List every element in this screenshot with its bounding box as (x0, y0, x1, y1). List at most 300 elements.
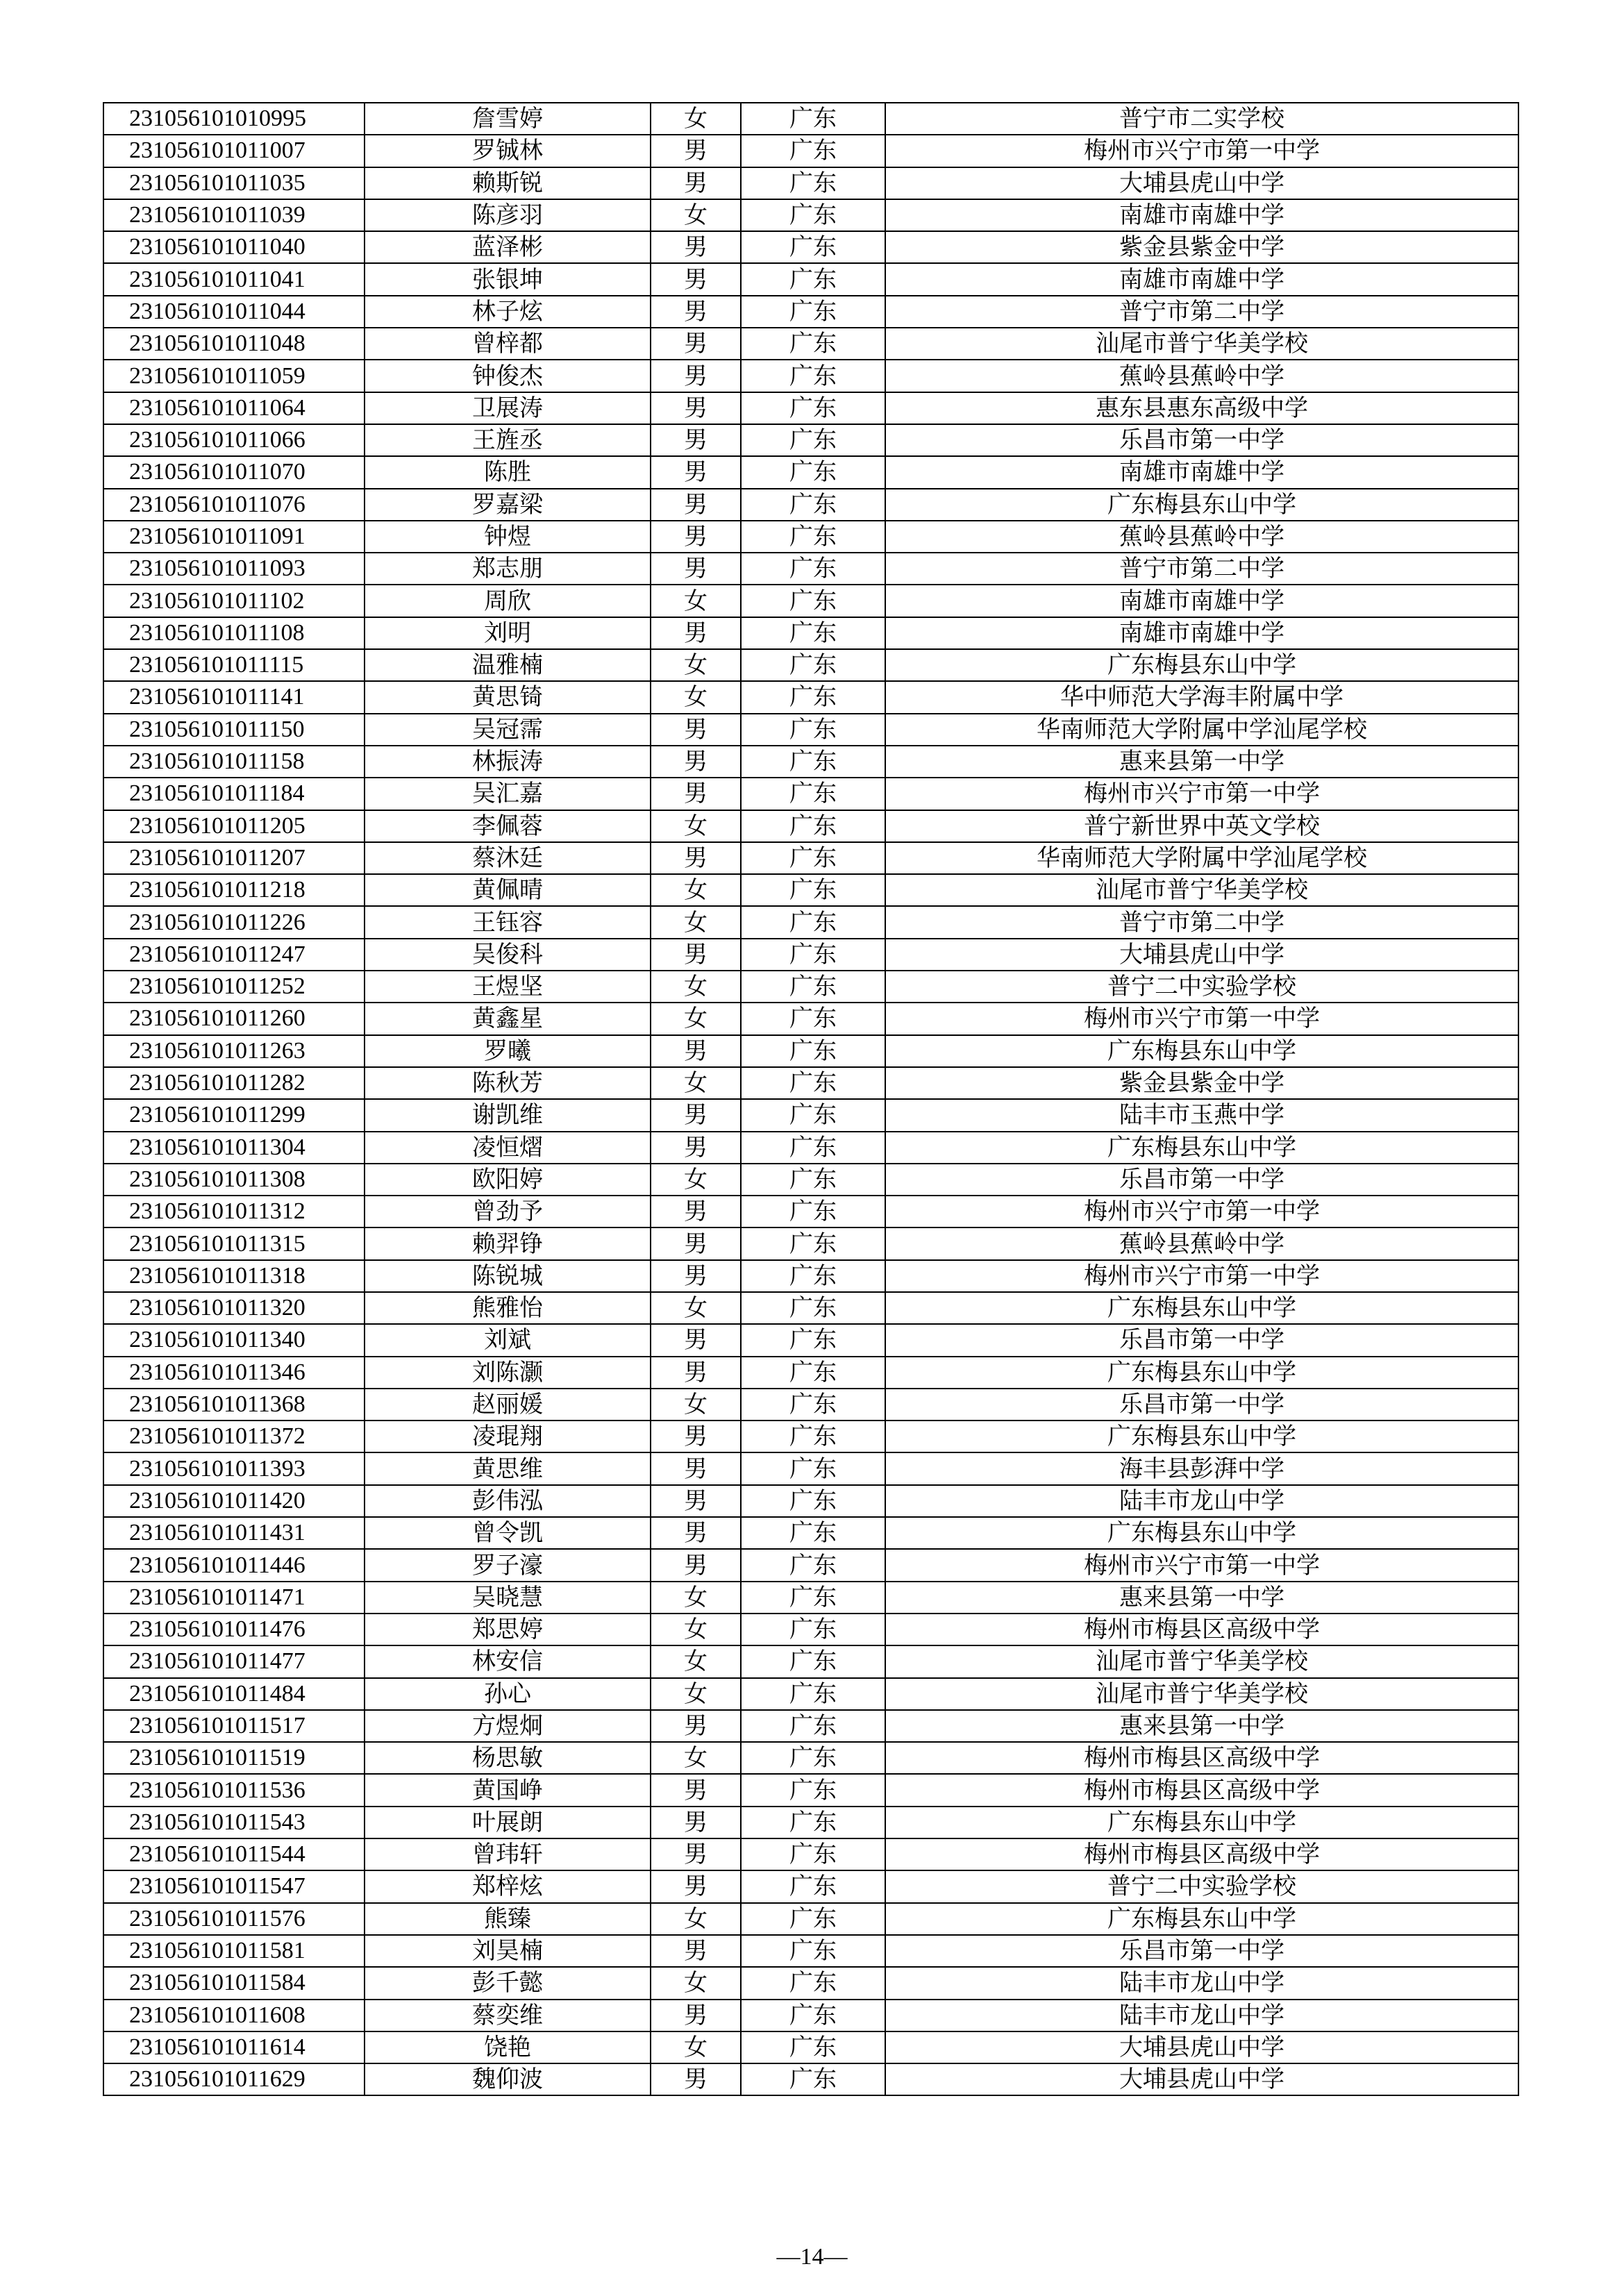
name-cell: 曾玮轩 (365, 1838, 651, 1870)
school-cell: 紫金县紫金中学 (885, 231, 1518, 263)
province-cell: 广东 (741, 360, 885, 392)
candidate-id-cell: 231056101011614 (103, 2031, 365, 2063)
candidate-id-cell: 231056101011312 (103, 1196, 365, 1227)
province-cell: 广东 (741, 1003, 885, 1034)
table-row (103, 1452, 1518, 1484)
gender-cell: 女 (651, 1742, 741, 1774)
name-cell: 罗曦 (365, 1035, 651, 1067)
name-cell: 陈锐城 (365, 1260, 651, 1292)
name-cell: 彭千懿 (365, 1967, 651, 1999)
school-cell: 梅州市梅县区高级中学 (885, 1742, 1518, 1774)
table-row (103, 1710, 1518, 1742)
name-cell: 杨思敏 (365, 1742, 651, 1774)
table-row (103, 617, 1518, 649)
name-cell: 曾劲予 (365, 1196, 651, 1227)
table-row (103, 874, 1518, 906)
gender-cell: 男 (651, 263, 741, 295)
province-cell: 广东 (741, 1614, 885, 1645)
name-cell: 魏仰波 (365, 2063, 651, 2095)
candidate-id-cell: 231056101011372 (103, 1421, 365, 1452)
school-cell: 普宁市第二中学 (885, 906, 1518, 938)
name-cell: 蔡奕维 (365, 2000, 651, 2031)
name-cell: 林振涛 (365, 746, 651, 778)
school-cell: 乐昌市第一中学 (885, 424, 1518, 456)
table-row (103, 1742, 1518, 1774)
gender-cell: 女 (651, 1067, 741, 1099)
candidate-id-cell: 231056101011299 (103, 1099, 365, 1131)
table-row (103, 135, 1518, 167)
province-cell: 广东 (741, 1807, 885, 1838)
province-cell: 广东 (741, 521, 885, 553)
name-cell: 林安信 (365, 1645, 651, 1677)
province-cell: 广东 (741, 1935, 885, 1967)
candidate-id-cell: 231056101011048 (103, 328, 365, 360)
table-row (103, 1260, 1518, 1292)
table-row (103, 1838, 1518, 1870)
candidate-id-cell: 231056101011308 (103, 1164, 365, 1196)
table-row (103, 1774, 1518, 1806)
gender-cell: 女 (651, 906, 741, 938)
candidate-id-cell: 231056101011477 (103, 1645, 365, 1677)
school-cell: 广东梅县东山中学 (885, 1421, 1518, 1452)
candidate-id-cell: 231056101011184 (103, 778, 365, 810)
gender-cell: 男 (651, 1421, 741, 1452)
name-cell: 钟煜 (365, 521, 651, 553)
table-row (103, 585, 1518, 617)
school-cell: 广东梅县东山中学 (885, 649, 1518, 681)
gender-cell: 男 (651, 135, 741, 167)
table-row (103, 1324, 1518, 1356)
school-cell: 汕尾市普宁华美学校 (885, 1678, 1518, 1710)
school-cell: 惠东县惠东高级中学 (885, 392, 1518, 424)
gender-cell: 女 (651, 1292, 741, 1324)
name-cell: 蔡沐廷 (365, 842, 651, 874)
candidate-id-cell: 231056101011320 (103, 1292, 365, 1324)
school-cell: 乐昌市第一中学 (885, 1935, 1518, 1967)
school-cell: 普宁新世界中英文学校 (885, 810, 1518, 842)
name-cell: 曾梓都 (365, 328, 651, 360)
gender-cell: 女 (651, 1967, 741, 1999)
gender-cell: 女 (651, 2031, 741, 2063)
gender-cell: 女 (651, 1678, 741, 1710)
province-cell: 广东 (741, 842, 885, 874)
candidate-id-cell: 231056101011446 (103, 1549, 365, 1581)
name-cell: 卫展涛 (365, 392, 651, 424)
school-cell: 普宁市二实学校 (885, 103, 1518, 135)
school-cell: 蕉岭县蕉岭中学 (885, 1227, 1518, 1259)
school-cell: 蕉岭县蕉岭中学 (885, 521, 1518, 553)
gender-cell: 女 (651, 681, 741, 713)
name-cell: 陈胜 (365, 456, 651, 488)
province-cell: 广东 (741, 1774, 885, 1806)
table-row (103, 1870, 1518, 1902)
province-cell: 广东 (741, 296, 885, 328)
province-cell: 广东 (741, 2000, 885, 2031)
name-cell: 刘昊楠 (365, 1935, 651, 1967)
school-cell: 广东梅县东山中学 (885, 1292, 1518, 1324)
province-cell: 广东 (741, 1260, 885, 1292)
gender-cell: 女 (651, 1903, 741, 1935)
candidate-id-cell: 231056101011064 (103, 392, 365, 424)
candidate-id-cell: 231056101011158 (103, 746, 365, 778)
school-cell: 海丰县彭湃中学 (885, 1452, 1518, 1484)
candidate-id-cell: 231056101011218 (103, 874, 365, 906)
candidate-id-cell: 231056101010995 (103, 103, 365, 135)
gender-cell: 男 (651, 1774, 741, 1806)
gender-cell: 男 (651, 360, 741, 392)
candidate-id-cell: 231056101011471 (103, 1582, 365, 1614)
province-cell: 广东 (741, 1132, 885, 1164)
school-cell: 广东梅县东山中学 (885, 1903, 1518, 1935)
table-row (103, 681, 1518, 713)
school-cell: 乐昌市第一中学 (885, 1164, 1518, 1196)
province-cell: 广东 (741, 392, 885, 424)
table-row (103, 1292, 1518, 1324)
table-row (103, 1099, 1518, 1131)
candidate-id-cell: 231056101011629 (103, 2063, 365, 2095)
gender-cell: 女 (651, 1645, 741, 1677)
province-cell: 广东 (741, 939, 885, 971)
name-cell: 孙心 (365, 1678, 651, 1710)
name-cell: 罗子濠 (365, 1549, 651, 1581)
gender-cell: 女 (651, 1389, 741, 1421)
table-row (103, 521, 1518, 553)
gender-cell: 男 (651, 1196, 741, 1227)
province-cell: 广东 (741, 103, 885, 135)
name-cell: 叶展朗 (365, 1807, 651, 1838)
table-row (103, 810, 1518, 842)
name-cell: 林子炫 (365, 296, 651, 328)
gender-cell: 女 (651, 971, 741, 1003)
candidate-id-cell: 231056101011368 (103, 1389, 365, 1421)
province-cell: 广东 (741, 681, 885, 713)
name-cell: 黄鑫星 (365, 1003, 651, 1034)
gender-cell: 女 (651, 874, 741, 906)
table-row (103, 1389, 1518, 1421)
name-cell: 黄思维 (365, 1452, 651, 1484)
province-cell: 广东 (741, 1196, 885, 1227)
school-cell: 陆丰市玉燕中学 (885, 1099, 1518, 1131)
school-cell: 陆丰市龙山中学 (885, 1485, 1518, 1517)
gender-cell: 女 (651, 1164, 741, 1196)
name-cell: 赖羿铮 (365, 1227, 651, 1259)
gender-cell: 男 (651, 778, 741, 810)
province-cell: 广东 (741, 714, 885, 746)
table-row (103, 1164, 1518, 1196)
candidate-id-cell: 231056101011076 (103, 489, 365, 521)
candidate-id-cell: 231056101011007 (103, 135, 365, 167)
gender-cell: 男 (651, 1807, 741, 1838)
candidate-id-cell: 231056101011340 (103, 1324, 365, 1356)
province-cell: 广东 (741, 1549, 885, 1581)
table-row (103, 328, 1518, 360)
province-cell: 广东 (741, 971, 885, 1003)
school-cell: 华南师范大学附属中学汕尾学校 (885, 714, 1518, 746)
table-row (103, 1227, 1518, 1259)
table-row (103, 778, 1518, 810)
school-cell: 普宁市第二中学 (885, 296, 1518, 328)
candidate-id-cell: 231056101011543 (103, 1807, 365, 1838)
gender-cell: 男 (651, 2063, 741, 2095)
gender-cell: 男 (651, 296, 741, 328)
province-cell: 广东 (741, 1324, 885, 1356)
gender-cell: 男 (651, 746, 741, 778)
province-cell: 广东 (741, 810, 885, 842)
gender-cell: 男 (651, 1710, 741, 1742)
gender-cell: 男 (651, 1132, 741, 1164)
table-row (103, 1614, 1518, 1645)
table-row (103, 1035, 1518, 1067)
table-row (103, 2000, 1518, 2031)
school-cell: 陆丰市龙山中学 (885, 1967, 1518, 1999)
province-cell: 广东 (741, 617, 885, 649)
gender-cell: 男 (651, 1357, 741, 1389)
name-cell: 凌琨翔 (365, 1421, 651, 1452)
table-row (103, 1903, 1518, 1935)
candidate-id-cell: 231056101011091 (103, 521, 365, 553)
school-cell: 汕尾市普宁华美学校 (885, 328, 1518, 360)
gender-cell: 女 (651, 649, 741, 681)
province-cell: 广东 (741, 456, 885, 488)
candidate-id-cell: 231056101011150 (103, 714, 365, 746)
table-row (103, 1967, 1518, 1999)
name-cell: 赖斯锐 (365, 167, 651, 199)
province-cell: 广东 (741, 328, 885, 360)
name-cell: 熊雅怡 (365, 1292, 651, 1324)
name-cell: 黄国峥 (365, 1774, 651, 1806)
school-cell: 汕尾市普宁华美学校 (885, 1645, 1518, 1677)
table-row (103, 360, 1518, 392)
gender-cell: 男 (651, 1935, 741, 1967)
province-cell: 广东 (741, 1452, 885, 1484)
name-cell: 吴冠霈 (365, 714, 651, 746)
name-cell: 吴俊科 (365, 939, 651, 971)
table-row (103, 2031, 1518, 2063)
gender-cell: 男 (651, 842, 741, 874)
gender-cell: 女 (651, 1003, 741, 1034)
candidate-id-cell: 231056101011044 (103, 296, 365, 328)
province-cell: 广东 (741, 1903, 885, 1935)
school-cell: 蕉岭县蕉岭中学 (885, 360, 1518, 392)
school-cell: 广东梅县东山中学 (885, 489, 1518, 521)
school-cell: 梅州市兴宁市第一中学 (885, 135, 1518, 167)
province-cell: 广东 (741, 1710, 885, 1742)
province-cell: 广东 (741, 489, 885, 521)
name-cell: 吴汇嘉 (365, 778, 651, 810)
candidate-id-cell: 231056101011070 (103, 456, 365, 488)
gender-cell: 男 (651, 328, 741, 360)
table-row (103, 103, 1518, 135)
table-row (103, 746, 1518, 778)
province-cell: 广东 (741, 1292, 885, 1324)
candidate-id-cell: 231056101011040 (103, 231, 365, 263)
candidate-id-cell: 231056101011420 (103, 1485, 365, 1517)
school-cell: 紫金县紫金中学 (885, 1067, 1518, 1099)
candidate-id-cell: 231056101011252 (103, 971, 365, 1003)
school-cell: 广东梅县东山中学 (885, 1357, 1518, 1389)
gender-cell: 男 (651, 2000, 741, 2031)
name-cell: 李佩蓉 (365, 810, 651, 842)
province-cell: 广东 (741, 424, 885, 456)
school-cell: 广东梅县东山中学 (885, 1807, 1518, 1838)
school-cell: 惠来县第一中学 (885, 746, 1518, 778)
table-row (103, 167, 1518, 199)
candidate-id-cell: 231056101011304 (103, 1132, 365, 1164)
name-cell: 饶艳 (365, 2031, 651, 2063)
name-cell: 刘陈灏 (365, 1357, 651, 1389)
gender-cell: 男 (651, 456, 741, 488)
name-cell: 刘斌 (365, 1324, 651, 1356)
gender-cell: 女 (651, 103, 741, 135)
name-cell: 王煜坚 (365, 971, 651, 1003)
table-row (103, 1357, 1518, 1389)
gender-cell: 男 (651, 1035, 741, 1067)
province-cell: 广东 (741, 1742, 885, 1774)
gender-cell: 男 (651, 1549, 741, 1581)
table-row (103, 1485, 1518, 1517)
name-cell: 郑梓炫 (365, 1870, 651, 1902)
province-cell: 广东 (741, 2063, 885, 2095)
gender-cell: 男 (651, 521, 741, 553)
page-number: —14— (776, 2244, 848, 2270)
gender-cell: 女 (651, 585, 741, 617)
name-cell: 罗嘉梁 (365, 489, 651, 521)
province-cell: 广东 (741, 1164, 885, 1196)
school-cell: 梅州市梅县区高级中学 (885, 1774, 1518, 1806)
table-row (103, 1067, 1518, 1099)
province-cell: 广东 (741, 649, 885, 681)
province-cell: 广东 (741, 1035, 885, 1067)
table-row (103, 842, 1518, 874)
candidate-id-cell: 231056101011547 (103, 1870, 365, 1902)
gender-cell: 男 (651, 167, 741, 199)
province-cell: 广东 (741, 1517, 885, 1549)
name-cell: 方煜炯 (365, 1710, 651, 1742)
candidate-id-cell: 231056101011205 (103, 810, 365, 842)
school-cell: 惠来县第一中学 (885, 1710, 1518, 1742)
province-cell: 广东 (741, 1067, 885, 1099)
table-row (103, 1132, 1518, 1164)
name-cell: 刘明 (365, 617, 651, 649)
gender-cell: 男 (651, 1517, 741, 1549)
student-list-table (103, 102, 1519, 2096)
gender-cell: 女 (651, 199, 741, 231)
gender-cell: 男 (651, 392, 741, 424)
gender-cell: 男 (651, 1485, 741, 1517)
name-cell: 张银坤 (365, 263, 651, 295)
table-row (103, 1549, 1518, 1581)
candidate-id-cell: 231056101011318 (103, 1260, 365, 1292)
candidate-id-cell: 231056101011519 (103, 1742, 365, 1774)
school-cell: 南雄市南雄中学 (885, 456, 1518, 488)
name-cell: 郑思婷 (365, 1614, 651, 1645)
school-cell: 乐昌市第一中学 (885, 1324, 1518, 1356)
school-cell: 普宁市第二中学 (885, 553, 1518, 585)
student-table-container (103, 102, 1518, 2096)
candidate-id-cell: 231056101011115 (103, 649, 365, 681)
table-row (103, 263, 1518, 295)
candidate-id-cell: 231056101011581 (103, 1935, 365, 1967)
province-cell: 广东 (741, 1389, 885, 1421)
candidate-id-cell: 231056101011431 (103, 1517, 365, 1549)
gender-cell: 男 (651, 231, 741, 263)
name-cell: 谢凯维 (365, 1099, 651, 1131)
province-cell: 广东 (741, 135, 885, 167)
school-cell: 广东梅县东山中学 (885, 1035, 1518, 1067)
name-cell: 郑志朋 (365, 553, 651, 585)
gender-cell: 男 (651, 489, 741, 521)
school-cell: 普宁二中实验学校 (885, 971, 1518, 1003)
name-cell: 陈彦羽 (365, 199, 651, 231)
table-row (103, 231, 1518, 263)
province-cell: 广东 (741, 1967, 885, 1999)
gender-cell: 女 (651, 810, 741, 842)
table-row (103, 1517, 1518, 1549)
table-row (103, 456, 1518, 488)
candidate-id-cell: 231056101011346 (103, 1357, 365, 1389)
province-cell: 广东 (741, 2031, 885, 2063)
candidate-id-cell: 231056101011608 (103, 2000, 365, 2031)
province-cell: 广东 (741, 1357, 885, 1389)
name-cell: 熊臻 (365, 1903, 651, 1935)
province-cell: 广东 (741, 778, 885, 810)
name-cell: 欧阳婷 (365, 1164, 651, 1196)
gender-cell: 男 (651, 424, 741, 456)
school-cell: 南雄市南雄中学 (885, 585, 1518, 617)
name-cell: 温雅楠 (365, 649, 651, 681)
table-row (103, 1678, 1518, 1710)
table-row (103, 553, 1518, 585)
school-cell: 梅州市梅县区高级中学 (885, 1838, 1518, 1870)
candidate-id-cell: 231056101011035 (103, 167, 365, 199)
school-cell: 梅州市兴宁市第一中学 (885, 1196, 1518, 1227)
table-row (103, 199, 1518, 231)
table-row (103, 1003, 1518, 1034)
province-cell: 广东 (741, 1870, 885, 1902)
candidate-id-cell: 231056101011484 (103, 1678, 365, 1710)
name-cell: 詹雪婷 (365, 103, 651, 135)
province-cell: 广东 (741, 199, 885, 231)
candidate-id-cell: 231056101011315 (103, 1227, 365, 1259)
gender-cell: 女 (651, 1614, 741, 1645)
name-cell: 陈秋芳 (365, 1067, 651, 1099)
school-cell: 大埔县虎山中学 (885, 2031, 1518, 2063)
table-row (103, 1807, 1518, 1838)
candidate-id-cell: 231056101011282 (103, 1067, 365, 1099)
candidate-id-cell: 231056101011584 (103, 1967, 365, 1999)
school-cell: 大埔县虎山中学 (885, 939, 1518, 971)
name-cell: 赵丽媛 (365, 1389, 651, 1421)
table-row (103, 1645, 1518, 1677)
school-cell: 梅州市兴宁市第一中学 (885, 1003, 1518, 1034)
candidate-id-cell: 231056101011102 (103, 585, 365, 617)
province-cell: 广东 (741, 1485, 885, 1517)
candidate-id-cell: 231056101011263 (103, 1035, 365, 1067)
school-cell: 汕尾市普宁华美学校 (885, 874, 1518, 906)
school-cell: 广东梅县东山中学 (885, 1132, 1518, 1164)
school-cell: 大埔县虎山中学 (885, 2063, 1518, 2095)
province-cell: 广东 (741, 1421, 885, 1452)
table-body (103, 103, 1518, 2095)
name-cell: 凌恒熠 (365, 1132, 651, 1164)
name-cell: 蓝泽彬 (365, 231, 651, 263)
school-cell: 广东梅县东山中学 (885, 1517, 1518, 1549)
name-cell: 黄佩晴 (365, 874, 651, 906)
school-cell: 大埔县虎山中学 (885, 167, 1518, 199)
candidate-id-cell: 231056101011226 (103, 906, 365, 938)
table-row (103, 489, 1518, 521)
gender-cell: 男 (651, 1324, 741, 1356)
